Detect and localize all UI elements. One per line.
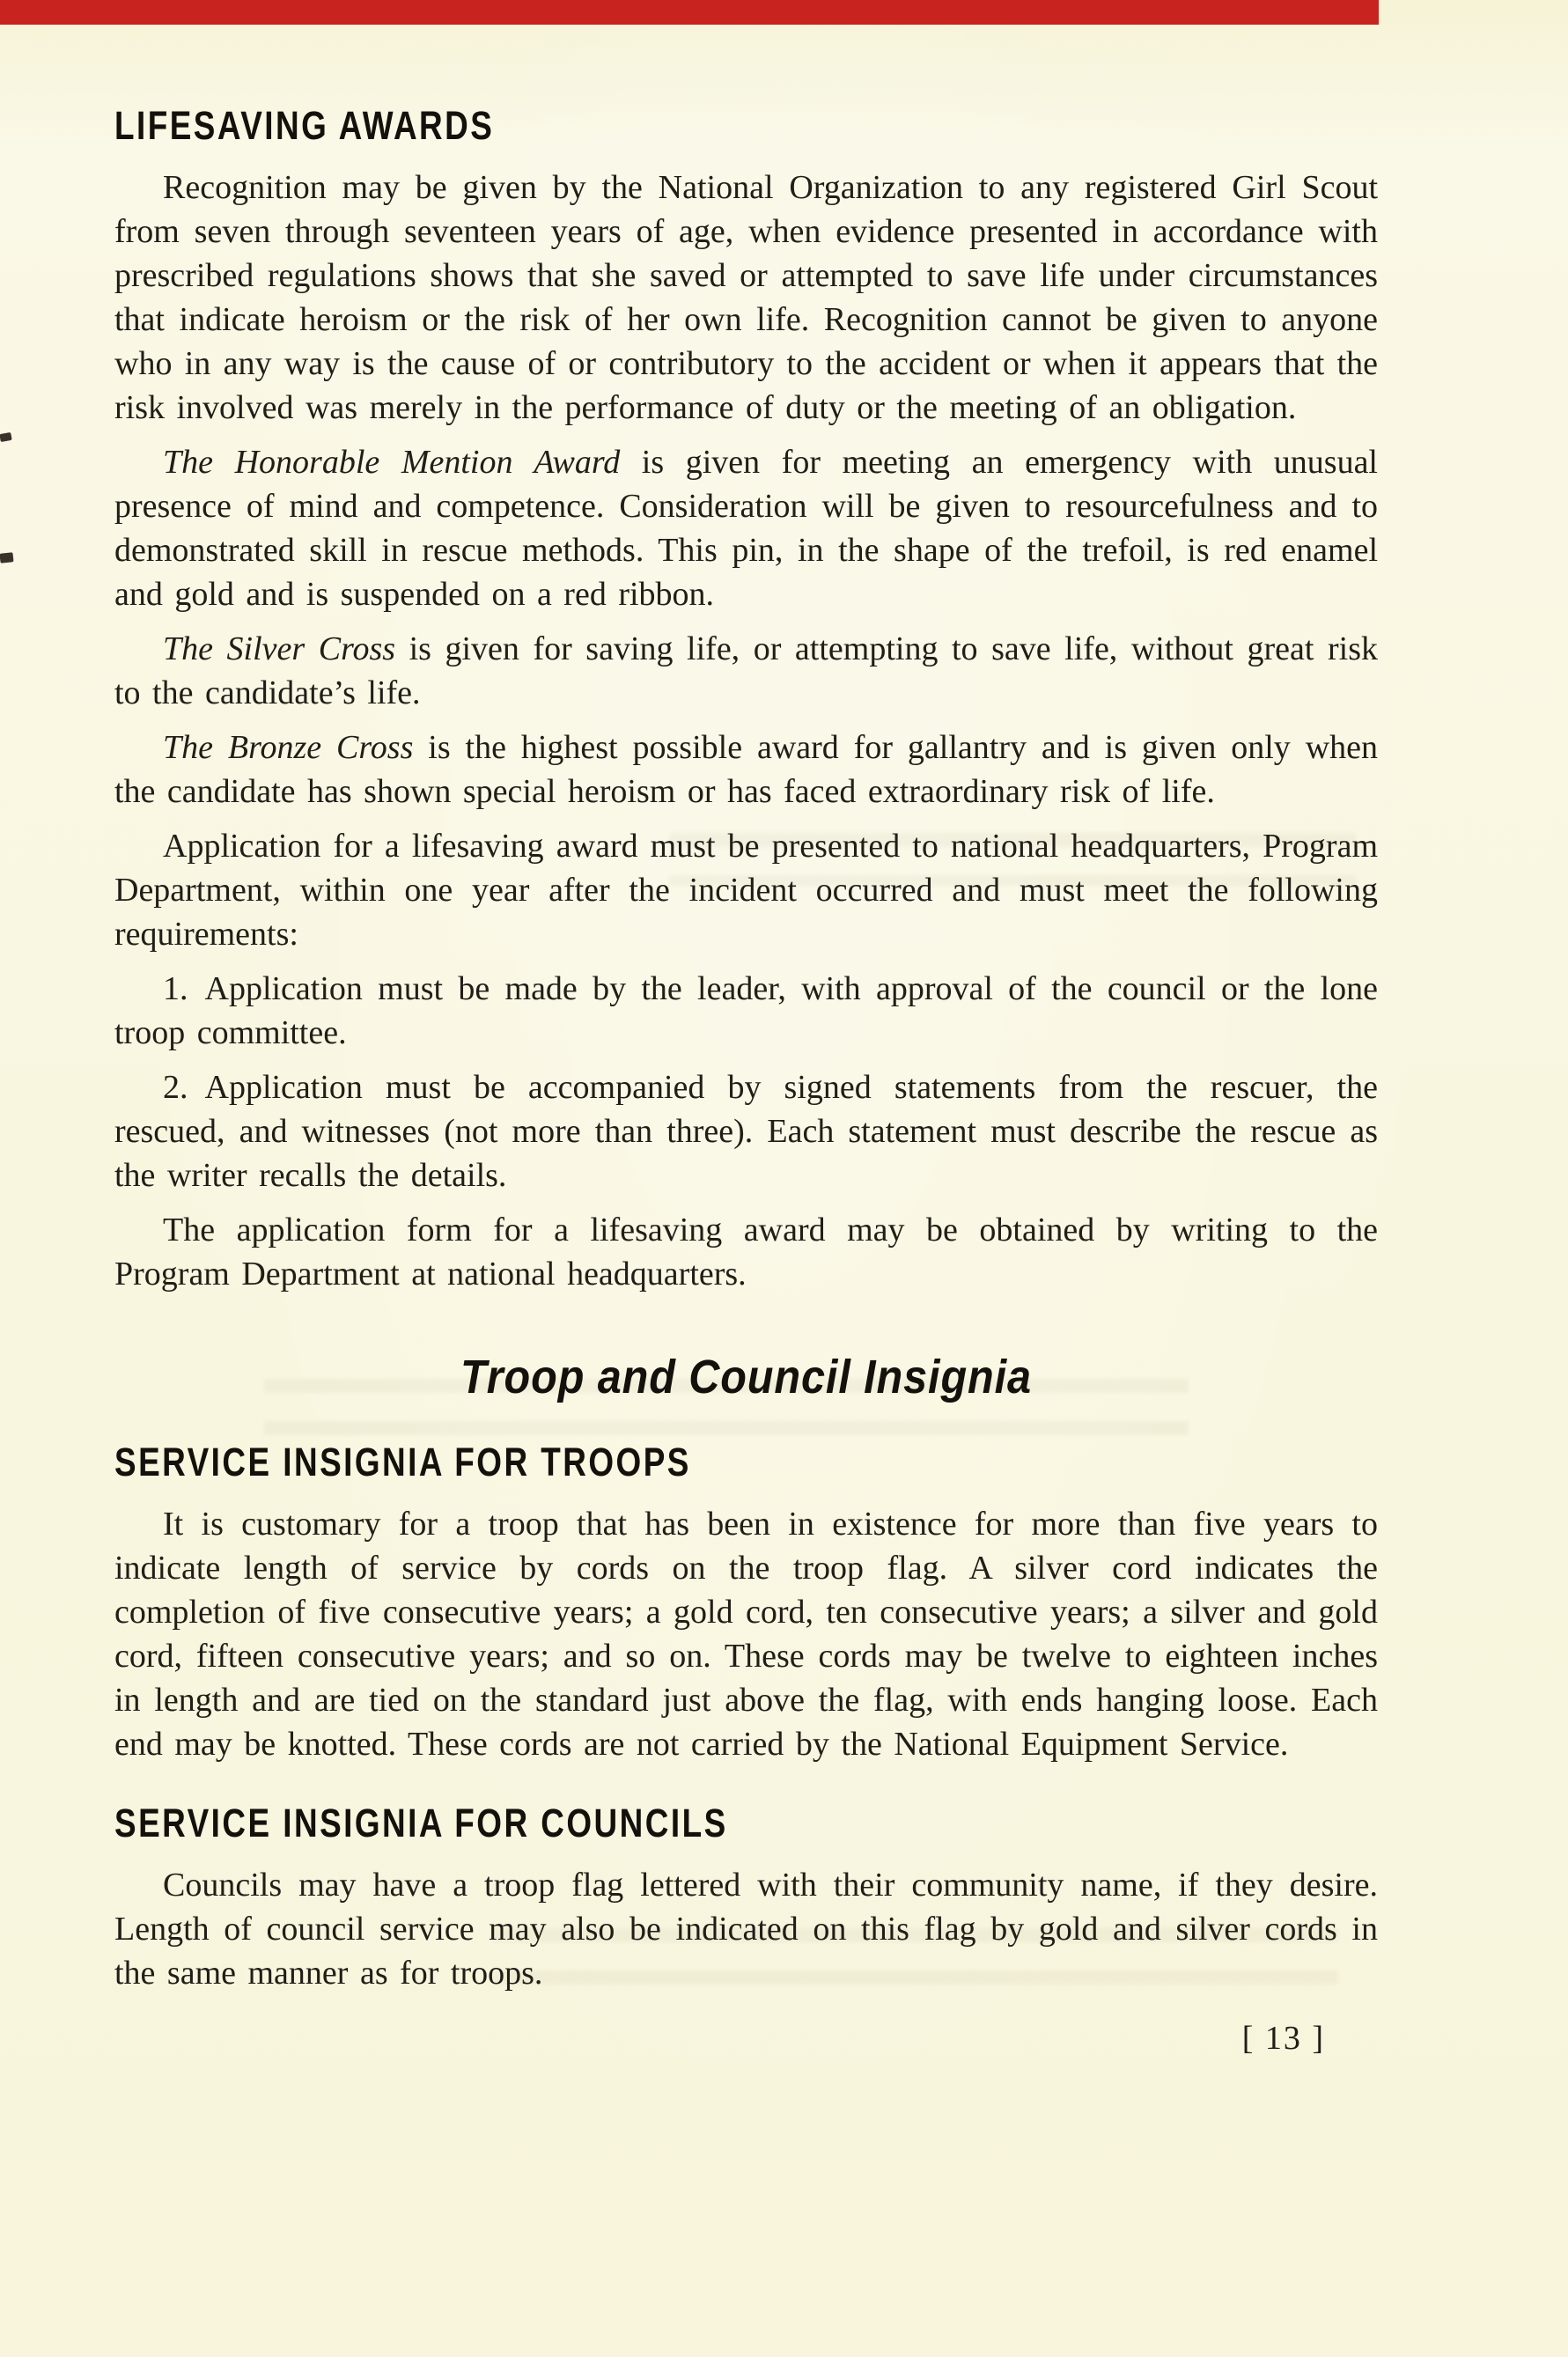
list-item-application-leader: 1. Application must be made by the leader, with approval of the council or the lone troop committee. (114, 970, 1378, 1051)
paragraph-bronze-cross (114, 726, 1378, 814)
paragraph-bronze-cross-text: is the highest possible award for gallantry and is given only when the candidate has shown special heroism or has faced extraordinary risk of life. (114, 729, 1379, 810)
chapter-title-troop-and-council-insignia: Troop and Council Insignia (460, 1351, 1032, 1403)
paragraph-honorable-mention (114, 440, 1378, 616)
paragraph-honorable-mention-text: is given for meeting an emergency with unusual presence of mind and competence. Consideration will be given to resourcefulness and to demonstrated skill in rescue methods. This pin, in the shape of the trefoil, is red enamel and gold and is suspended on a red ribbon. (114, 444, 1378, 613)
paragraph-recognition: Recognition may be given by the National Organization to any registered Girl Scout from seven through seventeen years of age, when evidence presented in accordance with prescribed regulations shows that she saved or attempted to save life under circumstances that indicate heroism or the risk of her own life. Recognition cannot be given to anyone who in any way is the cause of or contributory to the accident or when it appears that the risk involved was merely in the performance of duty or the meeting of an obligation. (114, 169, 1378, 426)
section-heading-service-insignia-councils: SERVICE INSIGNIA FOR COUNCILS (114, 1801, 728, 1845)
paragraph-application-form: The application form for a lifesaving award may be obtained by writing to the Program Department at national headquarters. (114, 1212, 1378, 1293)
award-name-silver-cross: The Silver Cross (163, 630, 396, 667)
award-name-honorable-mention: The Honorable Mention Award (163, 444, 621, 481)
page-number: [ 13 ] (1241, 2020, 1325, 2057)
paragraph-council-flags: Councils may have a troop flag lettered with their community name, if they desire. Length of council service may also be indicated on this flag by gold and silver cords in the same manner as for troops. (114, 1867, 1378, 1992)
paragraph-application: Application for a lifesaving award must be presented to national headquarters, Program Department, within one year after the incident occurred and must meet the following requirements: (114, 828, 1378, 953)
paragraph-silver-cross (114, 627, 1378, 715)
list-item-application-statements: 2. Application must be accompanied by signed statements from the rescuer, the rescued, and witnesses (not more than three). Each statement must describe the rescue as the writer recalls the details. (114, 1069, 1378, 1194)
section-heading-lifesaving-awards: LIFESAVING AWARDS (114, 103, 495, 148)
paragraph-troop-service-cords: It is customary for a troop that has been in existence for more than five years to indicate length of service by cords on the troop flag. A silver cord indicates the completion of five consecutive years; a gold cord, ten consecutive years; a silver and gold cord, fifteen consecutive years; and so on. These cords may be twelve to eighteen inches in length and are tied on the standard just above the flag, with ends hanging loose. Each end may be knotted. These cords are not carried by the National Equipment Service. (114, 1506, 1378, 1763)
paragraph-silver-cross-text: is given for saving life, or attempting to save life, without great risk to the candidate’s life. (114, 630, 1379, 711)
award-name-bronze-cross: The Bronze Cross (163, 729, 414, 766)
section-heading-service-insignia-troops: SERVICE INSIGNIA FOR TROOPS (114, 1440, 691, 1484)
